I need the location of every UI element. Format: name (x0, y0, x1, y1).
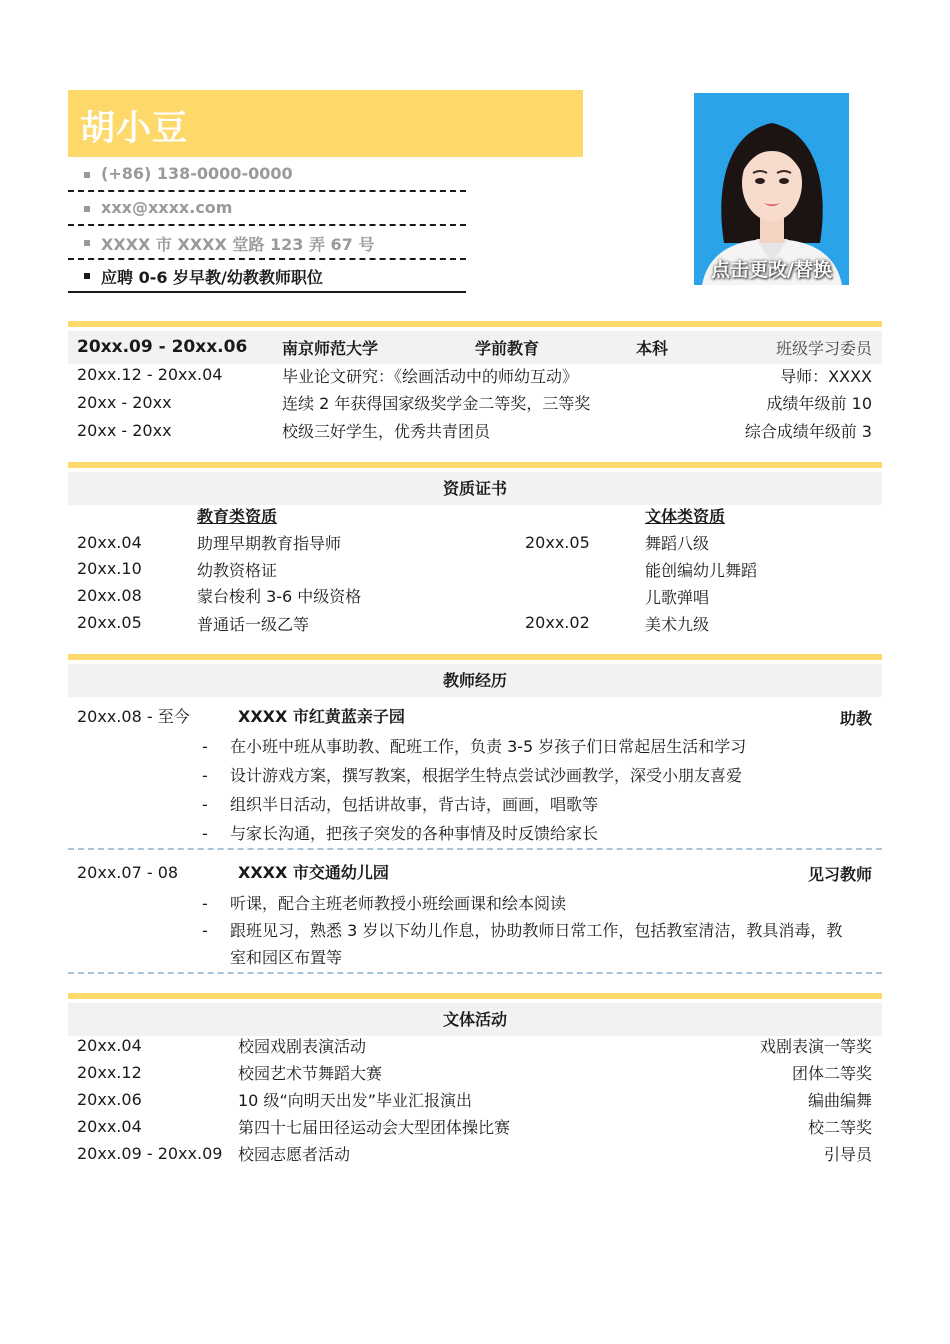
dash-icon: - (202, 921, 208, 940)
address-text: XXXX 市 XXXX 堂路 123 弄 67 号 (101, 235, 375, 254)
education-row-date: 20xx - 20xx (77, 421, 172, 440)
email-row (68, 196, 466, 226)
activity-name: 校园戏剧表演活动 (238, 1037, 367, 1056)
job-role: 助教 (839, 709, 872, 728)
education-role: 班级学习委员 (775, 339, 872, 358)
dash-icon: - (202, 766, 208, 785)
certs-left-heading: 教育类资质 (197, 507, 278, 526)
dash-icon: - (202, 795, 208, 814)
education-school: 南京师范大学 (282, 339, 379, 358)
activity-award: 校二等奖 (807, 1118, 872, 1137)
job-duty: 听课，配合主班老师教授小班绘画课和绘本阅读 (230, 894, 567, 913)
bullet-icon (84, 172, 90, 178)
cert-name: 儿歌弹唱 (645, 588, 710, 607)
cert-name: 普通话一级乙等 (197, 615, 310, 634)
education-row-date: 20xx - 20xx (77, 393, 172, 412)
bullet-icon (84, 206, 90, 212)
activity-name: 校园志愿者活动 (238, 1145, 351, 1164)
candidate-name: 胡小豆 (80, 109, 189, 149)
education-row-right: 综合成绩年级前 3 (744, 422, 872, 441)
activity-date: 20xx.04 (77, 1117, 142, 1136)
activity-award: 引导员 (823, 1145, 872, 1164)
phone-text: (+86) 138-0000-0000 (101, 164, 293, 183)
cert-name: 助理早期教育指导师 (197, 534, 342, 553)
cert-name: 幼教资格证 (197, 561, 278, 580)
job-duty: 室和园区布置等 (230, 948, 343, 967)
job-duty: 跟班见习，熟悉 3 岁以下幼儿作息，协助教师日常工作，包括教室清洁，教具消毒，教 (230, 921, 843, 940)
cert-name: 能创编幼儿舞蹈 (645, 561, 758, 580)
objective-row (68, 263, 466, 293)
job-separator (68, 972, 882, 974)
address-row (68, 230, 466, 260)
education-row-desc: 校级三好学生，优秀共青团员 (282, 422, 491, 441)
activity-award: 戏剧表演一等奖 (759, 1037, 872, 1056)
cert-date: 20xx.05 (525, 533, 590, 552)
experience-title: 教师经历 (442, 671, 507, 690)
education-major: 学前教育 (475, 339, 540, 358)
section-divider (68, 462, 882, 468)
section-divider (68, 654, 882, 660)
education-row-desc: 连续 2 年获得国家级奖学金二等奖，三等奖 (282, 394, 591, 413)
certs-right-heading: 文体类资质 (645, 507, 726, 526)
phone-row (68, 162, 466, 192)
activities-title: 文体活动 (442, 1010, 507, 1029)
bullet-icon (84, 273, 90, 279)
job-date: 20xx.08 - 至今 (77, 707, 190, 726)
activity-name: 10 级“向明天出发”毕业汇报演出 (238, 1091, 473, 1110)
cert-name: 蒙台梭利 3-6 中级资格 (197, 587, 362, 606)
cert-date: 20xx.08 (77, 586, 142, 605)
activity-date: 20xx.06 (77, 1090, 142, 1109)
activity-date: 20xx.04 (77, 1036, 142, 1055)
activity-date: 20xx.12 (77, 1063, 142, 1082)
job-org: XXXX 市红黄蓝亲子园 (238, 707, 405, 726)
education-row-right: 导师：XXXX (780, 367, 872, 386)
cert-date: 20xx.10 (77, 559, 142, 578)
job-role: 见习教师 (807, 865, 872, 884)
section-divider (68, 993, 882, 999)
job-org: XXXX 市交通幼儿园 (238, 863, 389, 882)
education-row-right: 成绩年级前 10 (766, 394, 872, 413)
education-period: 20xx.09 - 20xx.06 (77, 337, 248, 357)
objective-text: 应聘 0-6 岁早教/幼教教师职位 (101, 268, 323, 287)
education-degree: 本科 (636, 339, 669, 358)
section-divider (68, 321, 882, 327)
job-duty: 在小班中班从事助教、配班工作，负责 3-5 岁孩子们日常起居生活和学习 (230, 737, 747, 756)
job-duty: 与家长沟通，把孩子突发的各种事情及时反馈给家长 (230, 824, 599, 843)
activity-award: 编曲编舞 (807, 1091, 872, 1110)
activity-name: 校园艺术节舞蹈大赛 (238, 1064, 383, 1083)
activity-name: 第四十七届田径运动会大型团体操比赛 (238, 1118, 511, 1137)
bullet-icon (84, 240, 90, 246)
activity-date: 20xx.09 - 20xx.09 (77, 1144, 223, 1163)
job-separator (68, 848, 882, 850)
profile-photo[interactable] (694, 93, 849, 285)
cert-name: 舞蹈八级 (645, 534, 710, 553)
job-date: 20xx.07 - 08 (77, 863, 179, 882)
email-text: xxx@xxxx.com (101, 198, 233, 217)
job-duty: 设计游戏方案，撰写教案，根据学生特点尝试沙画教学，深受小朋友喜爱 (230, 766, 743, 785)
dash-icon: - (202, 737, 208, 756)
activity-award: 团体二等奖 (791, 1064, 872, 1083)
education-row-date: 20xx.12 - 20xx.04 (77, 365, 223, 384)
cert-name: 美术九级 (645, 615, 710, 634)
cert-date: 20xx.05 (77, 613, 142, 632)
cert-date: 20xx.04 (77, 533, 142, 552)
dash-icon: - (202, 824, 208, 843)
cert-date: 20xx.02 (525, 613, 590, 632)
education-row-desc: 毕业论文研究：《绘画活动中的师幼互动》 (282, 367, 579, 386)
certs-title: 资质证书 (442, 479, 507, 498)
job-duty: 组织半日活动，包括讲故事，背古诗，画画，唱歌等 (230, 795, 599, 814)
dash-icon: - (202, 894, 208, 913)
photo-replace-label[interactable]: 点击更改/替换 (711, 259, 832, 281)
